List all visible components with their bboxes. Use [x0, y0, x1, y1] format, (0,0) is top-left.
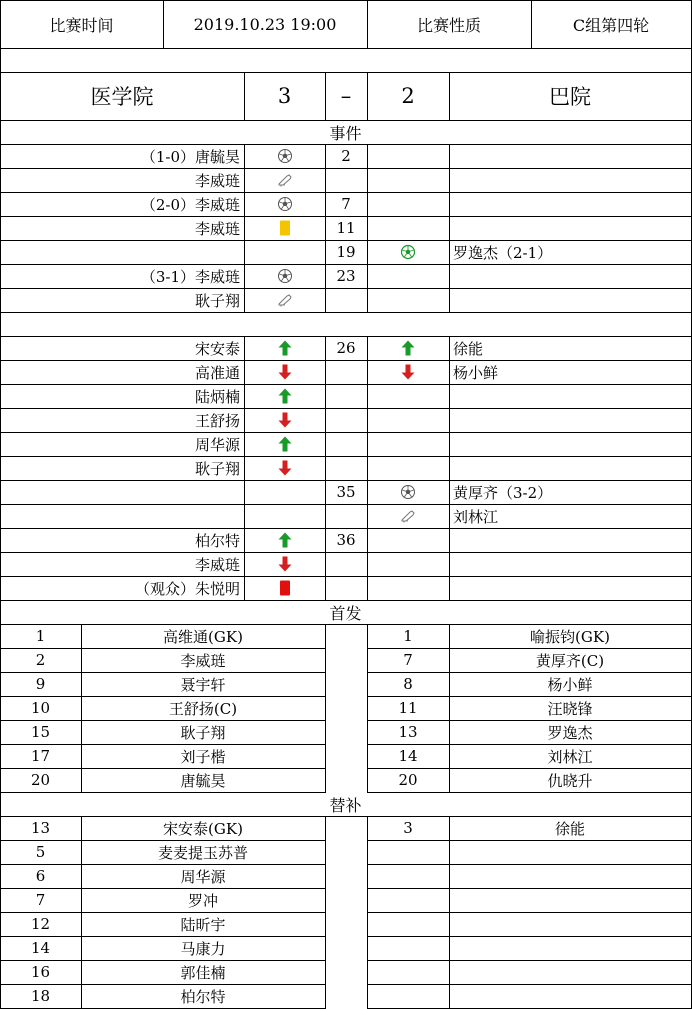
goal-ball-green-icon — [367, 240, 449, 264]
event-minute: 2 — [341, 147, 351, 165]
match-type-label: 比赛性质 — [416, 15, 481, 35]
grid-line — [0, 312, 692, 313]
home-player-number: 10 — [30, 699, 51, 717]
event-home-player: 周华源 — [194, 435, 240, 454]
grid-line — [81, 624, 82, 793]
away-player-name: 徐能 — [554, 819, 585, 838]
event-minute — [325, 552, 367, 576]
home-player-number: 13 — [30, 819, 51, 837]
home-player-name: 陆昕宇 — [180, 915, 226, 934]
events-section-title: 事件 — [329, 123, 362, 143]
home-player-name: 郭佳楠 — [180, 963, 226, 982]
event-away-player: 徐能 — [453, 339, 484, 358]
event-away-player — [449, 456, 691, 480]
assist-boot-icon — [244, 288, 325, 312]
away-player-number — [367, 864, 449, 888]
home-player-number: 18 — [30, 987, 51, 1005]
grid-line — [0, 48, 692, 49]
event-away-player: 刘林江 — [453, 507, 499, 526]
event-home-player: 李威琏 — [194, 219, 240, 238]
home-player-number: 14 — [30, 939, 51, 957]
event-away-player — [449, 264, 691, 288]
event-home-player — [0, 504, 244, 528]
event-away-player — [449, 432, 691, 456]
sub-out-arrow-icon — [367, 360, 449, 384]
event-away-player — [449, 408, 691, 432]
grid-line — [367, 336, 368, 601]
goal-ball-icon — [367, 480, 449, 504]
event-home-player: 李威琏 — [194, 171, 240, 190]
event-minute — [325, 408, 367, 432]
away-player-number: 11 — [398, 699, 418, 717]
event-minute: 19 — [336, 243, 356, 261]
event-home-player: 宋安泰 — [194, 339, 240, 358]
assist-boot-icon — [367, 504, 449, 528]
sub-out-arrow-icon — [244, 360, 325, 384]
away-player-number: 20 — [398, 771, 418, 789]
event-minute — [325, 456, 367, 480]
away-player-name: 罗逸杰 — [547, 723, 593, 742]
event-minute — [325, 576, 367, 600]
away-player-number — [367, 840, 449, 864]
event-home-player: （1-0）唐毓昊 — [140, 147, 240, 166]
event-away-player — [449, 144, 691, 168]
away-player-name — [449, 912, 691, 936]
grid-line — [244, 336, 245, 601]
assist-boot-icon — [244, 168, 325, 192]
home-player-number: 5 — [35, 843, 46, 861]
event-away-player — [449, 552, 691, 576]
home-player-name: 柏尔特 — [180, 987, 226, 1006]
event-minute — [325, 288, 367, 312]
away-player-number: 14 — [398, 747, 418, 765]
away-player-name: 黄厚齐(C) — [535, 651, 605, 670]
home-player-number: 1 — [35, 627, 46, 645]
away-player-name: 汪晓锋 — [547, 699, 593, 718]
sub-in-arrow-icon — [367, 336, 449, 360]
event-away-player: 黄厚齐（3-2） — [453, 483, 553, 502]
home-player-number: 15 — [30, 723, 51, 741]
event-minute — [325, 432, 367, 456]
grid-line — [449, 816, 450, 1009]
event-away-player — [449, 216, 691, 240]
grid-line — [244, 144, 245, 313]
home-player-name: 罗冲 — [187, 891, 218, 910]
event-away-player — [449, 576, 691, 600]
goal-ball-icon — [244, 264, 325, 288]
event-away-player: 杨小鲜 — [453, 363, 499, 382]
event-minute: 26 — [336, 339, 356, 357]
match-time-value: 2019.10.23 19:00 — [193, 14, 337, 34]
grid-line — [325, 144, 326, 313]
away-player-name — [449, 960, 691, 984]
away-player-number — [367, 984, 449, 1008]
grid-line — [325, 336, 326, 601]
grid-line — [449, 336, 450, 601]
home-player-name: 唐毓昊 — [180, 771, 226, 790]
event-home-player: 陆炳楠 — [194, 387, 240, 406]
home-team-name: 医学院 — [90, 85, 154, 109]
away-player-name: 杨小鲜 — [547, 675, 593, 694]
away-player-name — [449, 936, 691, 960]
home-player-name: 聂宇轩 — [180, 675, 226, 694]
away-player-number: 1 — [403, 627, 413, 645]
event-away-player — [449, 168, 691, 192]
grid-line — [367, 144, 368, 313]
sub-in-arrow-icon — [244, 432, 325, 456]
event-home-player: 柏尔特 — [194, 531, 240, 550]
event-away-player — [449, 288, 691, 312]
match-type-value: C组第四轮 — [572, 15, 650, 35]
away-player-name — [449, 984, 691, 1008]
grid-line — [449, 144, 450, 313]
home-player-name: 刘子楷 — [180, 747, 226, 766]
event-home-player: 耿子翔 — [194, 291, 240, 310]
home-player-number: 6 — [35, 867, 46, 885]
event-minute — [325, 360, 367, 384]
away-player-name — [449, 864, 691, 888]
red-card-icon — [244, 576, 325, 600]
event-away-player: 罗逸杰（2-1） — [453, 243, 553, 262]
substitutes-section-title: 替补 — [329, 795, 362, 815]
grid-line — [325, 816, 326, 1009]
sub-out-arrow-icon — [244, 456, 325, 480]
sub-in-arrow-icon — [244, 384, 325, 408]
event-away-player — [449, 384, 691, 408]
home-player-name: 马康力 — [180, 939, 226, 958]
away-player-number: 3 — [403, 819, 413, 837]
event-minute: 35 — [336, 483, 356, 501]
event-minute: 11 — [336, 219, 356, 237]
home-score: 3 — [277, 84, 292, 108]
event-home-player: 李威琏 — [194, 555, 240, 574]
away-player-number — [367, 888, 449, 912]
event-home-player — [0, 240, 244, 264]
event-home-player: 耿子翔 — [194, 459, 240, 478]
event-home-player — [0, 480, 244, 504]
away-player-number: 13 — [398, 723, 418, 741]
sub-out-arrow-icon — [244, 552, 325, 576]
grid-line — [325, 624, 326, 793]
away-score: 2 — [401, 84, 415, 108]
away-player-name: 仇晓升 — [547, 771, 593, 790]
away-player-number — [367, 936, 449, 960]
away-player-number: 7 — [403, 651, 413, 669]
match-time-label: 比赛时间 — [49, 15, 114, 35]
event-away-player — [449, 192, 691, 216]
event-home-player: 高准通 — [194, 363, 240, 382]
sub-in-arrow-icon — [244, 528, 325, 552]
home-player-number: 20 — [30, 771, 51, 789]
away-player-number — [367, 912, 449, 936]
home-player-name: 周华源 — [180, 867, 226, 886]
away-player-name — [449, 840, 691, 864]
home-player-number: 2 — [35, 651, 46, 669]
grid-line — [367, 624, 368, 793]
event-home-player: （观众）朱悦明 — [134, 579, 240, 598]
event-home-player: （2-0）李威琏 — [140, 195, 240, 214]
home-player-name: 耿子翔 — [180, 723, 226, 742]
sub-out-arrow-icon — [244, 408, 325, 432]
event-minute: 36 — [336, 531, 356, 549]
home-player-number: 16 — [30, 963, 51, 981]
home-player-number: 17 — [30, 747, 51, 765]
event-minute — [325, 384, 367, 408]
home-player-name: 高维通(GK) — [163, 627, 243, 646]
away-player-name: 喻振钧(GK) — [530, 627, 610, 646]
away-team-name: 巴院 — [549, 85, 591, 109]
home-player-name: 宋安泰(GK) — [163, 819, 243, 838]
event-home-player: 王舒扬 — [194, 411, 240, 430]
away-player-name: 刘林江 — [547, 747, 593, 766]
goal-ball-icon — [244, 144, 325, 168]
home-player-number: 7 — [35, 891, 46, 909]
event-away-player — [449, 528, 691, 552]
score-separator: – — [340, 84, 352, 108]
sub-in-arrow-icon — [244, 336, 325, 360]
home-player-name: 李威琏 — [180, 651, 226, 670]
goal-ball-icon — [244, 192, 325, 216]
grid-line — [81, 816, 82, 1009]
home-player-name: 王舒扬(C) — [168, 699, 238, 718]
yellow-card-icon — [244, 216, 325, 240]
away-player-number: 8 — [403, 675, 413, 693]
event-minute — [325, 168, 367, 192]
starters-section-title: 首发 — [329, 603, 362, 623]
event-home-player: （3-1）李威琏 — [140, 267, 240, 286]
event-minute: 23 — [336, 267, 356, 285]
home-player-number: 9 — [35, 675, 46, 693]
away-player-name — [449, 888, 691, 912]
event-minute: 7 — [341, 195, 351, 213]
grid-line — [367, 816, 368, 1009]
home-player-number: 12 — [30, 915, 51, 933]
home-player-name: 麦麦提玉苏普 — [157, 843, 248, 862]
event-minute — [325, 504, 367, 528]
grid-line — [449, 624, 450, 793]
away-player-number — [367, 960, 449, 984]
